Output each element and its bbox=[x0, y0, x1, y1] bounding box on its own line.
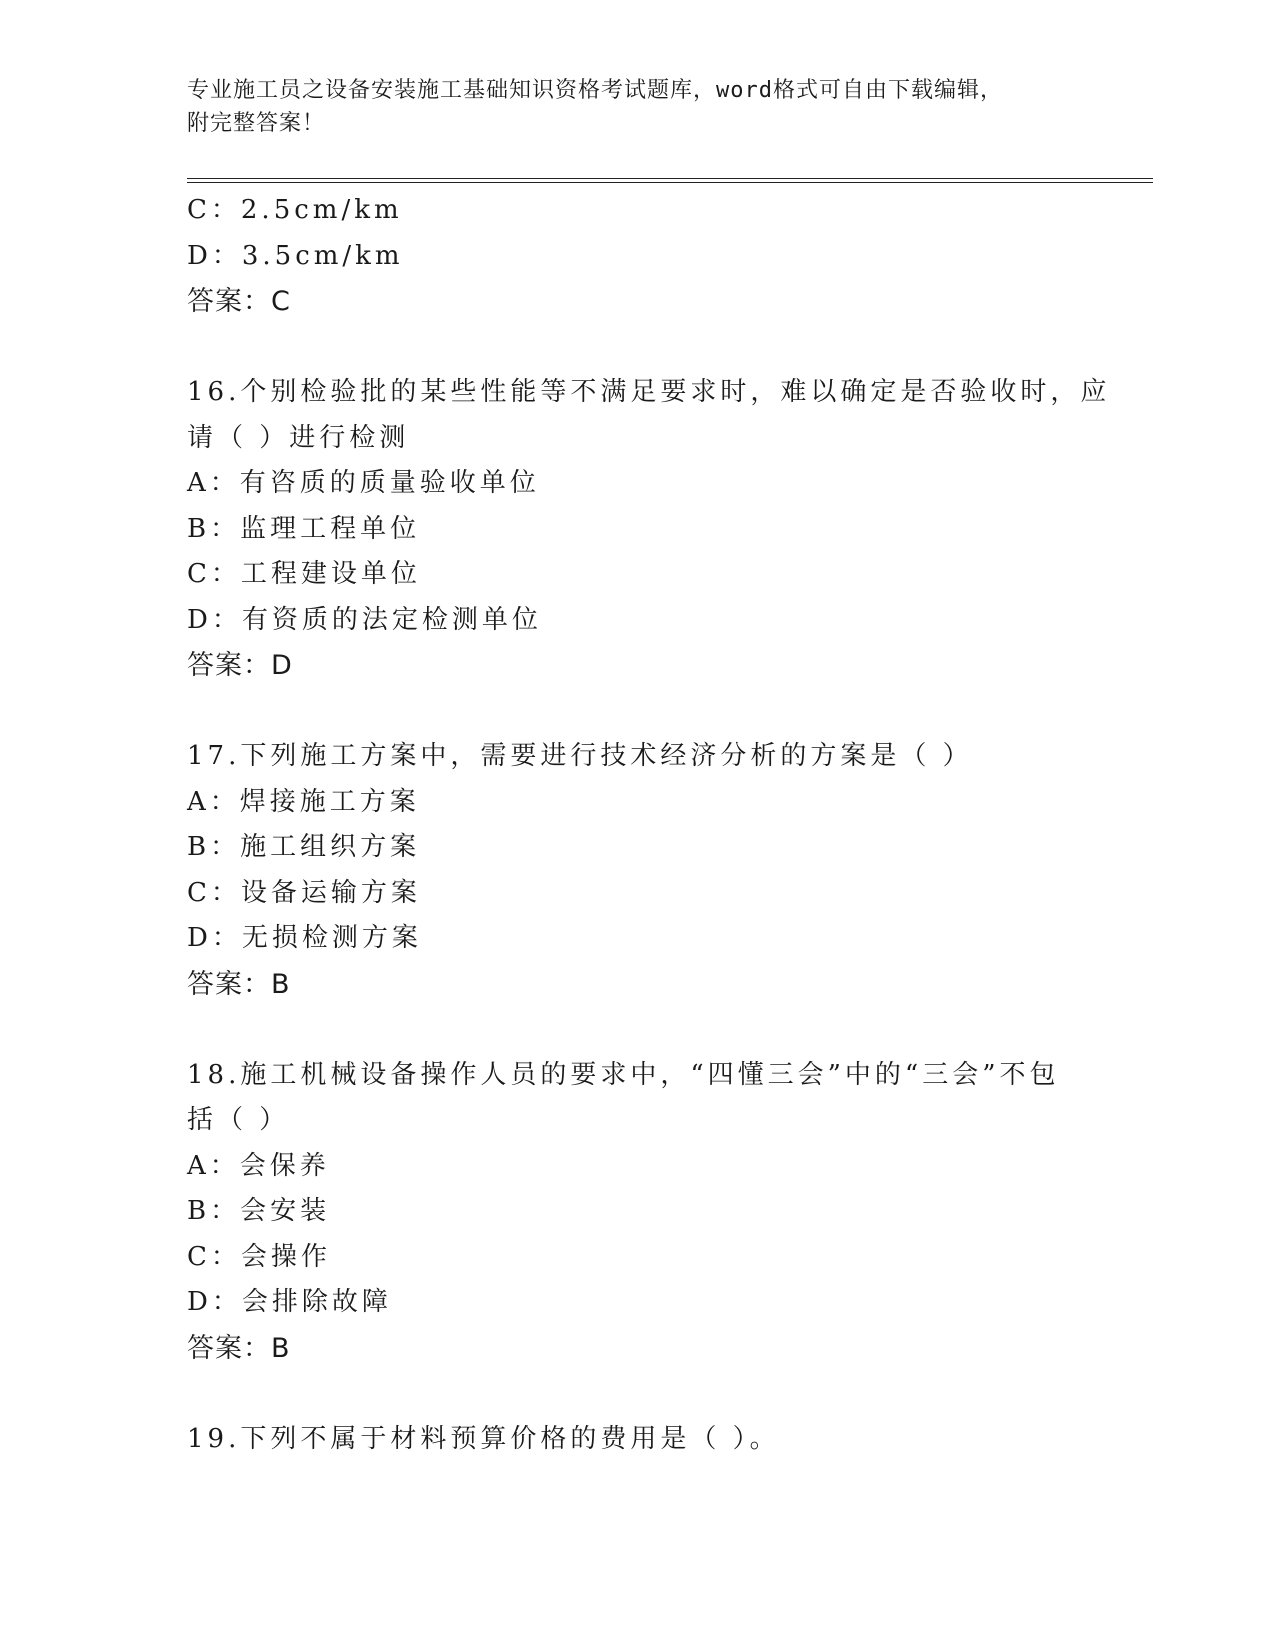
answer-line: 答案：D bbox=[187, 650, 293, 681]
question-16-stem-cont: 请（ ）进行检测 bbox=[187, 422, 410, 453]
question-17-stem: 17.下列施工方案中，需要进行技术经济分析的方案是（ ） bbox=[187, 741, 973, 771]
answer-line: 答案：B bbox=[187, 968, 291, 1000]
option-d: D：会排除故障 bbox=[187, 1287, 392, 1317]
question-content bbox=[187, 188, 1111, 1462]
document-header bbox=[187, 74, 1067, 140]
spacer bbox=[187, 325, 1087, 371]
header-divider-top bbox=[187, 178, 1153, 179]
option-b: B：会安装 bbox=[187, 1196, 331, 1226]
question-18-stem-cont: 括（ ） bbox=[187, 1105, 290, 1135]
spacer bbox=[187, 1007, 1087, 1053]
option-c: C：会操作 bbox=[187, 1241, 331, 1272]
option-b: B：监理工程单位 bbox=[187, 513, 421, 544]
option-b: B：施工组织方案 bbox=[187, 832, 421, 862]
question-19-stem: 19.下列不属于材料预算价格的费用是（ ）。 bbox=[187, 1423, 780, 1454]
option-c: C：2.5cm/km bbox=[187, 195, 403, 225]
answer-line: 答案：C bbox=[187, 286, 291, 317]
option-c: C：设备运输方案 bbox=[187, 877, 421, 908]
answer-line: 答案：B bbox=[187, 1332, 291, 1364]
header-line-2: 附完整答案！ bbox=[187, 111, 326, 136]
header-divider-bottom bbox=[187, 182, 1153, 183]
question-18-stem: 18.施工机械设备操作人员的要求中，“四懂三会”中的“三会”不包 bbox=[187, 1059, 1060, 1090]
option-a: A：会保养 bbox=[187, 1150, 330, 1181]
header-line-1: 专业施工员之设备安装施工基础知识资格考试题库，word格式可自由下载编辑， bbox=[187, 78, 1003, 103]
option-d: D：无损检测方案 bbox=[187, 923, 422, 953]
option-c: C：工程建设单位 bbox=[187, 559, 421, 589]
spacer bbox=[187, 1371, 1087, 1417]
option-a: A：有咨质的质量验收单位 bbox=[187, 468, 540, 498]
option-d: D：3.5cm/km bbox=[187, 240, 404, 271]
spacer bbox=[187, 689, 1087, 735]
question-16-stem: 16.个别检验批的某些性能等不满足要求时，难以确定是否验收时，应 bbox=[187, 377, 1111, 407]
option-a: A：焊接施工方案 bbox=[187, 786, 420, 817]
option-d: D：有资质的法定检测单位 bbox=[187, 604, 542, 635]
